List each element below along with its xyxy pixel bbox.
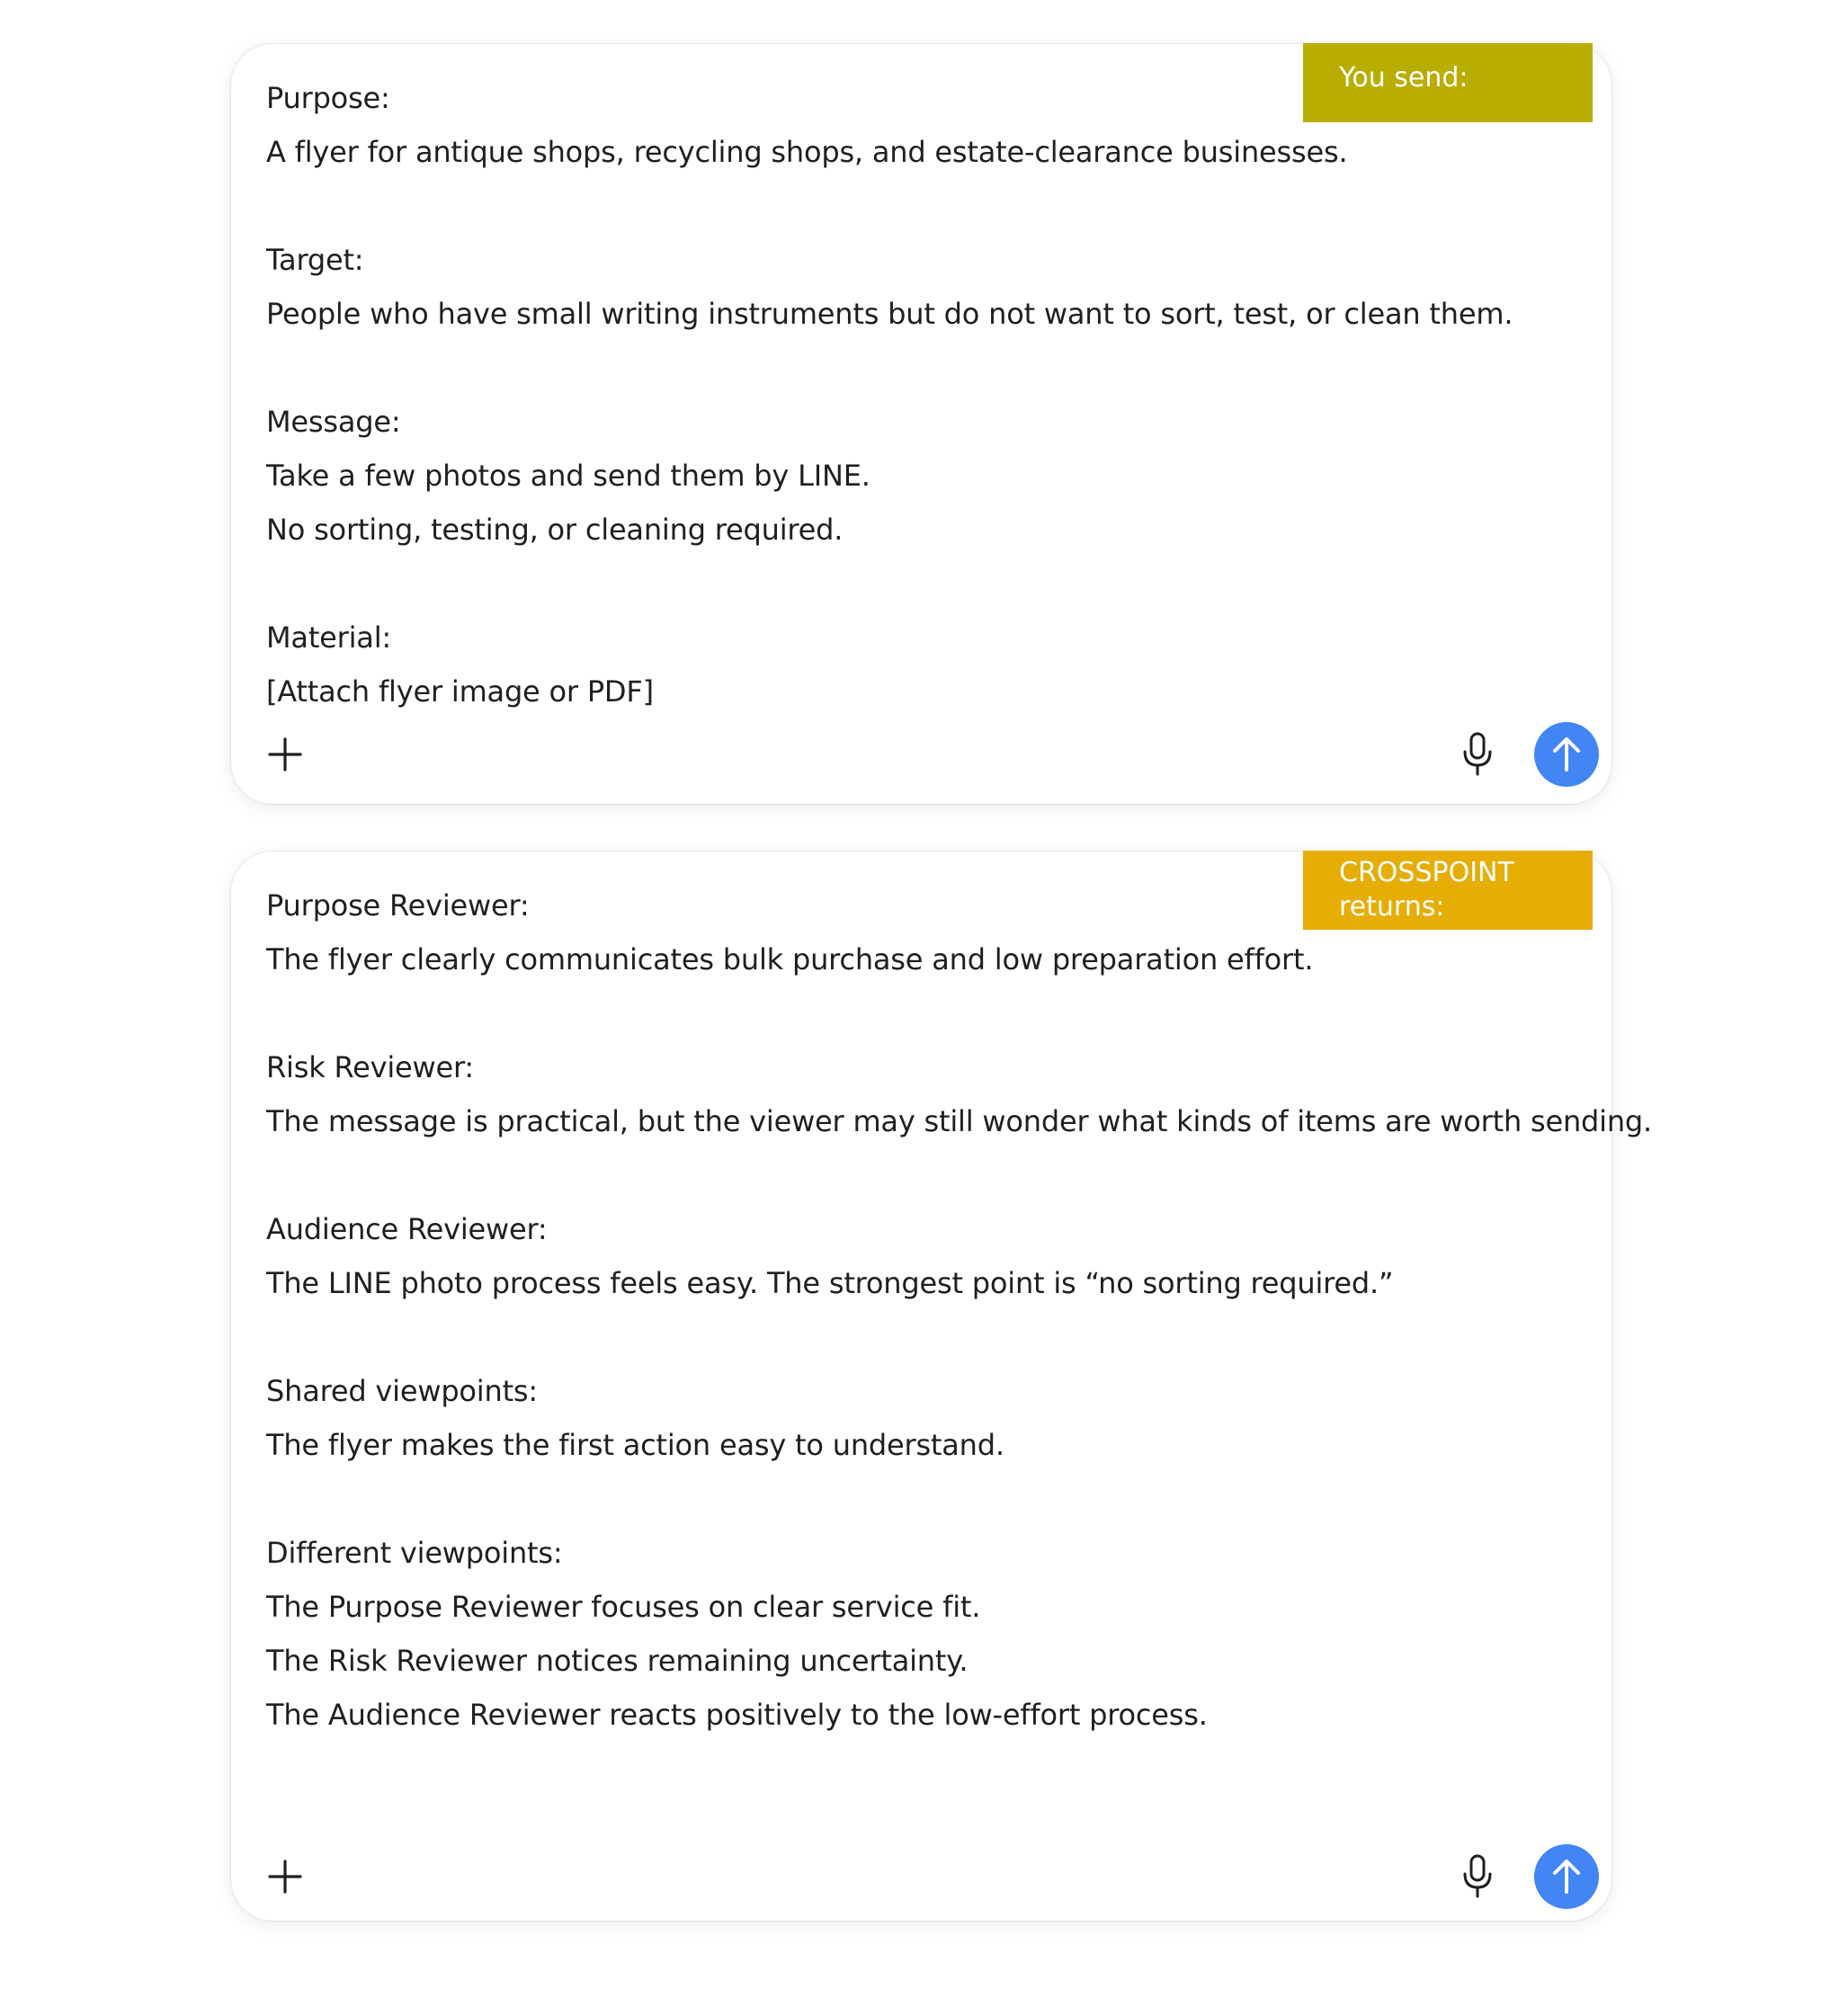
- shared-viewpoints-text: The flyer makes the first action easy to understand.: [266, 1428, 1004, 1462]
- shared-viewpoints-heading: Shared viewpoints:: [266, 1374, 538, 1408]
- different-viewpoints-heading: Different viewpoints:: [266, 1536, 563, 1570]
- you-send-badge: [1303, 43, 1593, 122]
- arrow-up-icon: [1534, 722, 1599, 787]
- crosspoint-badge-line2: returns:: [1339, 891, 1445, 923]
- purpose-text: A flyer for antique shops, recycling shops, and estate-clearance businesses.: [266, 135, 1348, 169]
- send-button[interactable]: [1534, 722, 1599, 787]
- crosspoint-response-card: [231, 852, 1653, 1921]
- add-attachment-button[interactable]: [263, 1854, 308, 1899]
- audience-reviewer-text: The LINE photo process feels easy. The strongest point is “no sorting required.”: [266, 1266, 1394, 1300]
- purpose-heading: Purpose:: [266, 81, 390, 115]
- blank-line: [266, 1310, 1576, 1364]
- crosspoint-returns-badge: [1303, 851, 1593, 930]
- message-heading: Message:: [266, 405, 401, 439]
- message-text-1: Take a few photos and send them by LINE.: [266, 459, 870, 493]
- risk-reviewer-text: The message is practical, but the viewer may still wonder what kinds of items are worth sending.: [266, 1104, 1653, 1138]
- target-text: People who have small writing instruments but do not want to sort, test, or clean them.: [266, 297, 1513, 331]
- material-text: [Attach flyer image or PDF]: [266, 674, 654, 709]
- arrow-up-icon: [1534, 1844, 1599, 1909]
- plus-icon: [263, 1854, 308, 1899]
- target-heading: Target:: [266, 243, 364, 277]
- microphone-icon: [1458, 730, 1497, 779]
- plus-icon: [263, 732, 308, 777]
- risk-reviewer-heading: Risk Reviewer:: [266, 1050, 474, 1084]
- blank-line: [266, 557, 1576, 611]
- blank-line: [266, 1472, 1576, 1526]
- blank-line: [266, 986, 1576, 1040]
- send-button[interactable]: [1534, 1844, 1599, 1909]
- blank-line: [266, 341, 1576, 395]
- different-viewpoints-text-3: The Audience Reviewer reacts positively to the low-effort process.: [266, 1698, 1208, 1732]
- crosspoint-response-text: [266, 879, 1653, 1742]
- add-attachment-button[interactable]: [263, 732, 308, 777]
- audience-reviewer-heading: Audience Reviewer:: [266, 1212, 548, 1246]
- material-heading: Material:: [266, 620, 391, 655]
- purpose-reviewer-text: The flyer clearly communicates bulk purchase and low preparation effort.: [266, 942, 1314, 977]
- send-prompt-card: [231, 44, 1611, 804]
- voice-input-button[interactable]: [1458, 730, 1497, 779]
- purpose-reviewer-heading: Purpose Reviewer:: [266, 888, 530, 923]
- crosspoint-badge-line1: CROSSPOINT: [1339, 857, 1514, 888]
- different-viewpoints-text-1: The Purpose Reviewer focuses on clear service fit.: [266, 1590, 981, 1624]
- you-send-badge-label: You send:: [1339, 62, 1469, 94]
- blank-line: [266, 179, 1576, 233]
- message-text-2: No sorting, testing, or cleaning required.: [266, 513, 844, 547]
- different-viewpoints-text-2: The Risk Reviewer notices remaining uncertainty.: [266, 1644, 969, 1678]
- send-prompt-text[interactable]: [266, 71, 1576, 718]
- microphone-icon: [1458, 1852, 1497, 1901]
- voice-input-button[interactable]: [1458, 1852, 1497, 1901]
- blank-line: [266, 1148, 1576, 1202]
